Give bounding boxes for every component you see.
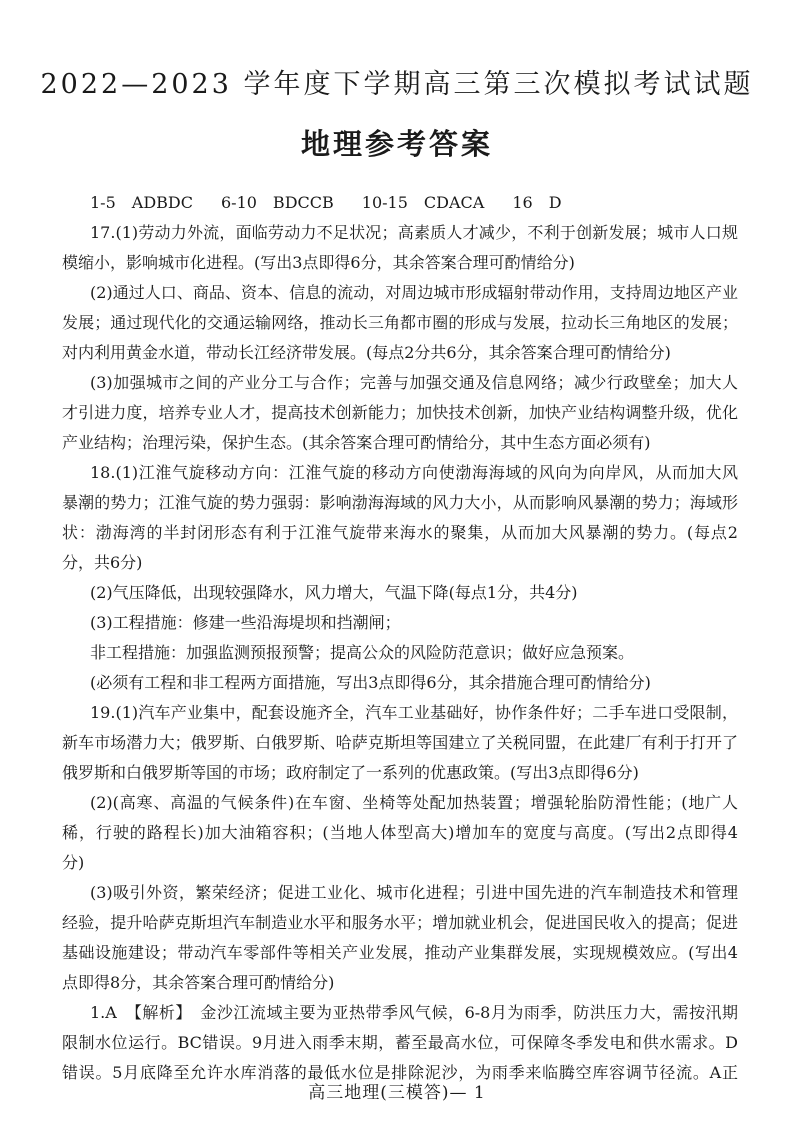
text-line: 分): [62, 853, 85, 872]
answer-group-1-5: 1-5 ADBDC: [90, 193, 193, 212]
text-line: 18.(1)江淮气旋移动方向：江淮气旋的移动方向使渤海海域的风向为向岸风，从而加大风: [90, 463, 738, 482]
text-line: 基础设施建设；带动汽车零部件等相关产业发展，推动产业集群发展，实现规模效应。(写出4: [62, 943, 738, 962]
text-line: 状：渤海湾的半封闭形态有利于江淮气旋带来海水的聚集，从而加大风暴潮的势力。(每点2: [62, 523, 738, 542]
text-line: 暴潮的势力；江淮气旋的势力强弱：影响渤海海域的风力大小，从而影响风暴潮的势力；海域形: [62, 493, 738, 512]
text-line: 非工程措施：加强监测预报预警；提高公众的风险防范意识；做好应急预案。: [90, 643, 635, 662]
text-line: (3)吸引外资，繁荣经济；促进工业化、城市化进程；引进中国先进的汽车制造技术和管理: [90, 883, 738, 902]
text-line: (必须有工程和非工程两方面措施，写出3点即得6分，其余措施合理可酌情给分): [90, 673, 651, 692]
text-line: (2)气压降低，出现较强降水，风力增大，气温下降(每点1分，共4分): [90, 583, 578, 602]
text-line: (3)加强城市之间的产业分工与合作；完善与加强交通及信息网络；减少行政壁垒；加大人: [90, 373, 738, 392]
text-line: 错误。5月底降至允许水库消落的最低水位是排除泥沙，为雨季来临腾空库容调节径流。A正: [62, 1063, 738, 1082]
page-title: 2022—2023 学年度下学期高三第三次模拟考试试题: [40, 69, 754, 100]
text-line: 1.A 【解析】 金沙江流域主要为亚热带季风气候，6-8月为雨季，防洪压力大，需按汛期: [90, 1003, 738, 1022]
text-line: 对内利用黄金水道，带动长江经济带发展。(每点2分共6分，其余答案合理可酌情给分): [62, 343, 671, 362]
text-line: 分，共6分): [62, 553, 143, 572]
text-line: 新车市场潜力大；俄罗斯、白俄罗斯、哈萨克斯坦等国建立了关税同盟，在此建厂有利于打开了: [62, 733, 738, 752]
answer-group-10-15: 10-15 CDACA: [361, 193, 485, 212]
text-line: 19.(1)汽车产业集中，配套设施齐全，汽车工业基础好，协作条件好；二手车进口受限制，: [90, 703, 738, 722]
text-line: 才引进力度，培养专业人才，提高技术创新能力；加快技术创新，加快产业结构调整升级，优化: [62, 403, 738, 422]
page-subtitle: 地理参考答案: [300, 127, 493, 161]
text-line: 产业结构；治理污染，保护生态。(其余答案合理可酌情给分，其中生态方面必须有): [62, 433, 651, 452]
text-line: 俄罗斯和白俄罗斯等国的市场；政府制定了一系列的优惠政策。(写出3点即得6分): [62, 763, 639, 782]
text-line: 模缩小，影响城市化进程。(写出3点即得6分，其余答案合理可酌情给分): [62, 253, 575, 272]
text-line: 限制水位运行。BC错误。9月进入雨季末期，蓄至最高水位，可保障冬季发电和供水需求。D: [62, 1033, 738, 1052]
text-line: 发展；通过现代化的交通运输网络，推动长三角都市圈的形成与发展，拉动长三角地区的发展；: [62, 313, 738, 332]
text-line: 17.(1)劳动力外流，面临劳动力不足状况；高素质人才减少，不利于创新发展；城市人口规: [90, 223, 738, 242]
text-line: (2)(高寒、高温的气候条件)在车窗、坐椅等处配加热装置；增强轮胎防滑性能；(地广人: [90, 793, 738, 812]
answer-group-6-10: 6-10 BDCCB: [220, 193, 334, 212]
multiple-choice-answers: [62, 188, 738, 218]
answer-body: [62, 188, 738, 1088]
text-line: 点即得8分，其余答案合理可酌情给分): [62, 973, 335, 992]
text-line: (2)通过人口、商品、资本、信息的流动，对周边城市形成辐射带动作用，支持周边地区产业: [90, 283, 738, 302]
text-line: 经验，提升哈萨克斯坦汽车制造业水平和服务水平；增加就业机会，促进国民收入的提高；促进: [62, 913, 738, 932]
page-footer: 高三地理(三模答)— 1: [308, 1083, 486, 1103]
text-line: 稀，行驶的路程长)加大油箱容积；(当地人体型高大)增加车的宽度与高度。(写出2点即得4: [62, 823, 738, 842]
answer-group-16: 16 D: [512, 193, 562, 212]
text-line: (3)工程措施：修建一些沿海堤坝和挡潮闸；: [90, 613, 401, 632]
